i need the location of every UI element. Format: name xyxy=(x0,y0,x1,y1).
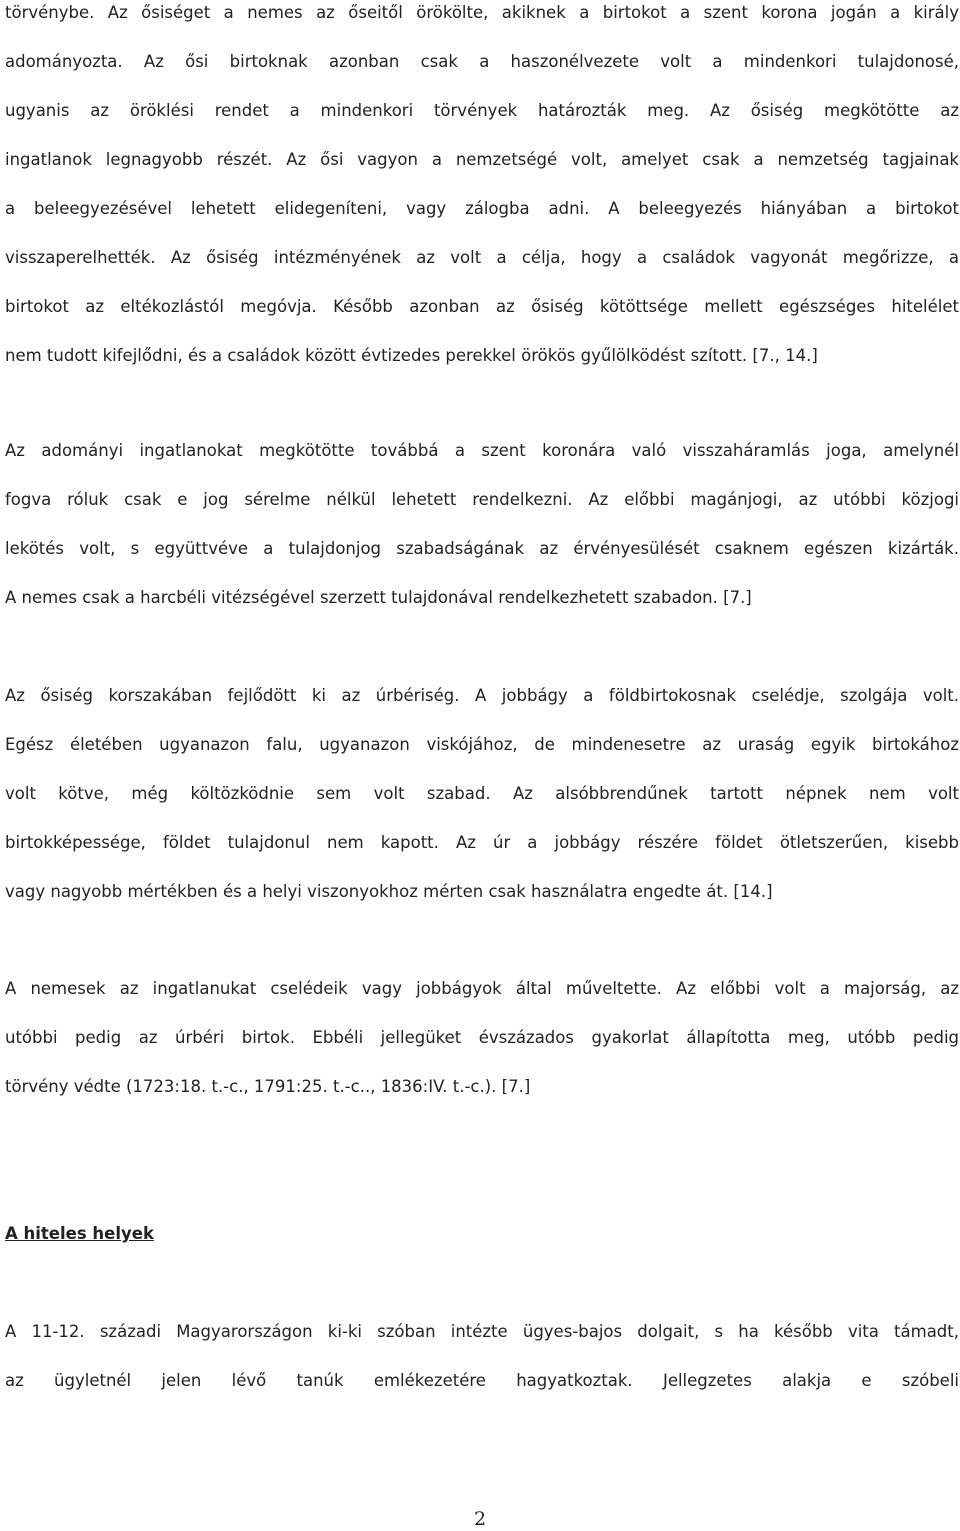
text-line: A 11-12. századi Magyarországon ki-ki szóban intézte ügyes-bajos dolgait, s ha később vita támadt, xyxy=(5,1322,959,1341)
text-line: ugyanis az öröklési rendet a mindenkori törvények határozták meg. Az ősiség megkötötte az xyxy=(5,101,959,120)
paragraph-hiteles-helyek xyxy=(5,1307,959,1405)
text-line: nem tudott kifejlődni, és a családok között évtizedes perekkel örökös gyűlölködést szított. [7., 14.] xyxy=(5,346,818,365)
text-line: A nemes csak a harcbéli vitézségével szerzett tulajdonával rendelkezhetett szabadon. [7.] xyxy=(5,588,752,607)
paragraph-urberiseg xyxy=(5,671,959,916)
section-heading: A hiteles helyek xyxy=(5,1224,154,1243)
paragraph-nemesek-ingatlanai xyxy=(5,964,959,1111)
text-line: a beleegyezésével lehetett elidegeníteni, vagy zálogba adni. A beleegyezés hiányában a birtokot xyxy=(5,199,959,218)
text-line: Az adományi ingatlanokat megkötötte továbbá a szent koronára való visszaháramlás joga, amelynél xyxy=(5,441,959,460)
paragraph-adomanyi-ingatlanok xyxy=(5,426,959,622)
text-line: lekötés volt, s együttvéve a tulajdonjog szabadságának az érvényesülését csaknem egészen kizárták. xyxy=(5,539,959,558)
text-line: utóbbi pedig az úrbéri birtok. Ebbéli jellegüket évszázados gyakorlat állapította meg, utóbb pedig xyxy=(5,1028,959,1047)
text-line: visszaperelhették. Az ősiség intézményének az volt a célja, hogy a családok vagyonát megőrizze, a xyxy=(5,248,959,267)
text-line: az ügyletnél jelen lévő tanúk emlékezetére hagyatkoztak. Jellegzetes alakja e szóbeli xyxy=(5,1371,959,1390)
text-line: törvénybe. Az ősiséget a nemes az őseitől örökölte, akiknek a birtokot a szent korona jogán a király xyxy=(5,3,959,22)
text-line: volt kötve, még költözködnie sem volt szabad. Az alsóbbrendűnek tartott népnek nem volt xyxy=(5,784,959,803)
page-number: 2 xyxy=(473,1508,487,1530)
text-line: birtokképessége, földet tulajdonul nem kapott. Az úr a jobbágy részére földet ötletszerűen, kisebb xyxy=(5,833,959,852)
text-line: adományozta. Az ősi birtoknak azonban csak a haszonélvezete volt a mindenkori tulajdonosé, xyxy=(5,52,959,71)
text-line: A nemesek az ingatlanukat cselédeik vagy jobbágyok által műveltette. Az előbbi volt a majorság, az xyxy=(5,979,959,998)
text-line: vagy nagyobb mértékben és a helyi viszonyokhoz mérten csak használatra engedte át. [14.] xyxy=(5,882,773,901)
text-line: ingatlanok legnagyobb részét. Az ősi vagyon a nemzetségé volt, amelyet csak a nemzetség tagjainak xyxy=(5,150,959,169)
text-line: Az ősiség korszakában fejlődött ki az úrbériség. A jobbágy a földbirtokosnak cselédje, szolgája volt. xyxy=(5,686,959,705)
text-line: Egész életében ugyanazon falu, ugyanazon viskójához, de mindenesetre az uraság egyik birtokához xyxy=(5,735,959,754)
text-line: birtokot az eltékozlástól megóvja. Később azonban az ősiség kötöttsége mellett egészséges hitelélet xyxy=(5,297,959,316)
paragraph-osiseg-intro xyxy=(5,0,959,380)
text-line: fogva róluk csak e jog sérelme nélkül lehetett rendelkezni. Az előbbi magánjogi, az utóbbi közjogi xyxy=(5,490,959,509)
text-line: törvény védte (1723:18. t.-c., 1791:25. t.-c.., 1836:IV. t.-c.). [7.] xyxy=(5,1077,531,1096)
